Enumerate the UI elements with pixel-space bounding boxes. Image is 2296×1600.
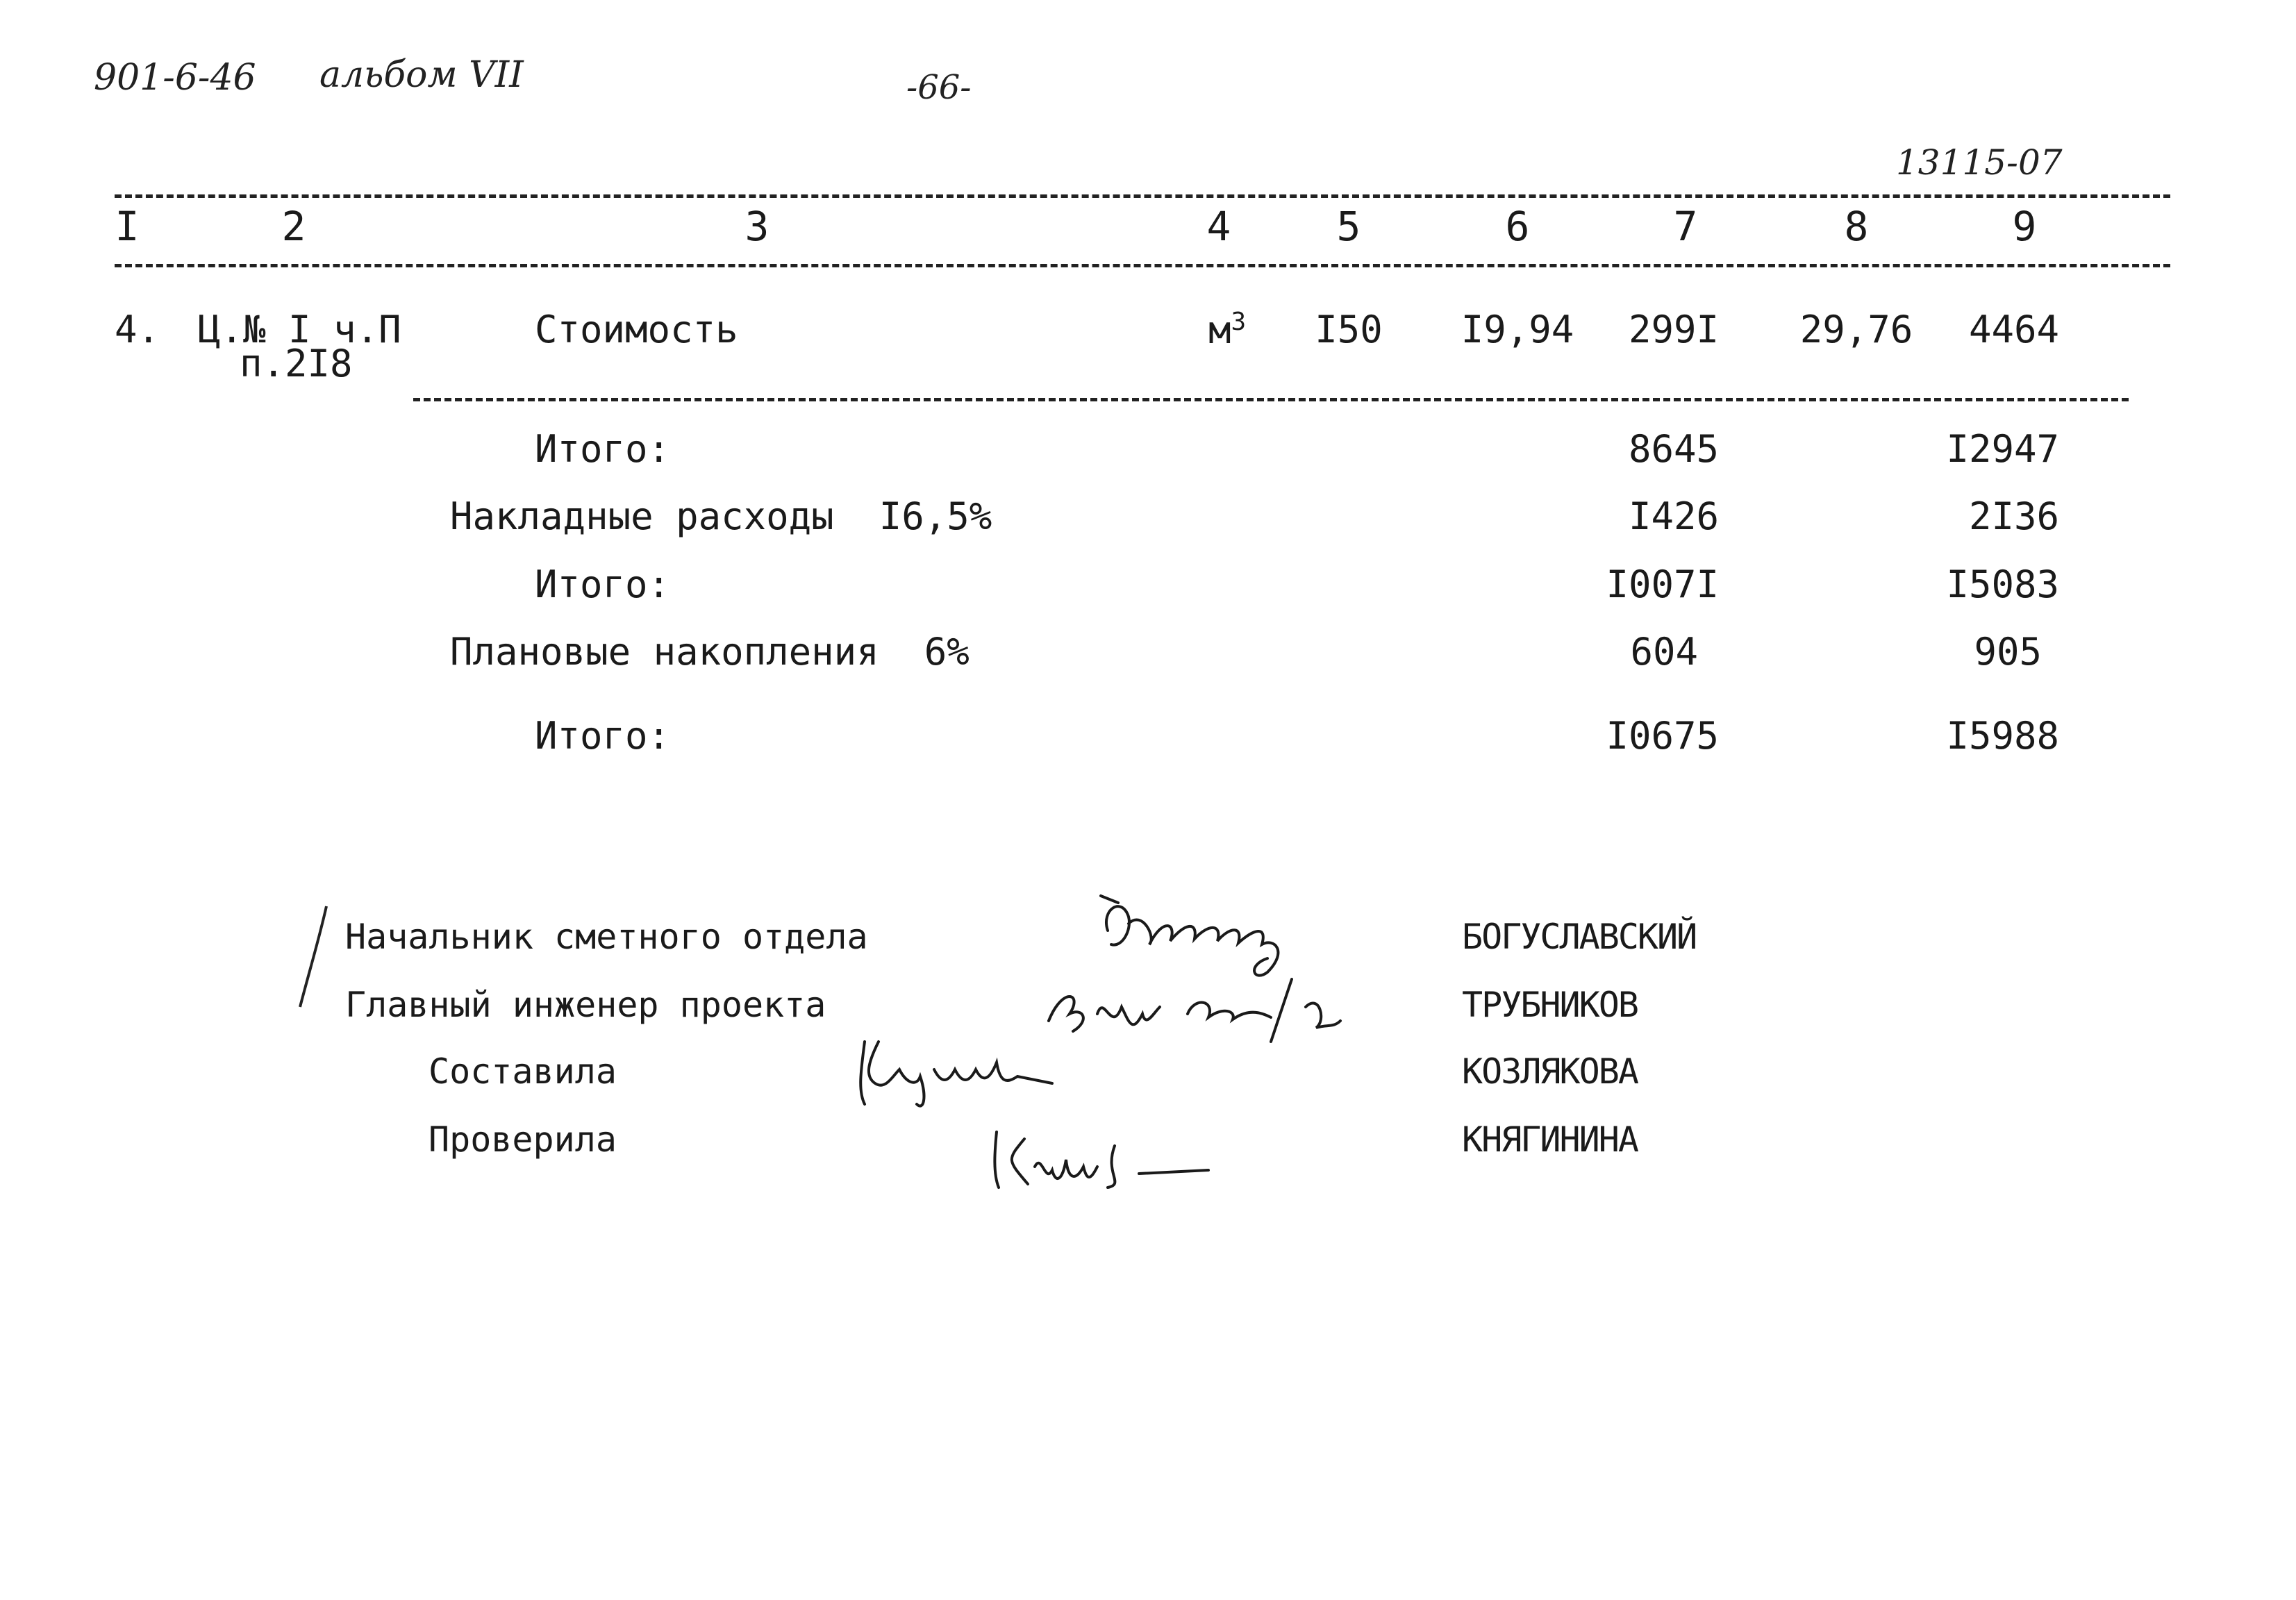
col-header-2: 2 [281, 203, 306, 250]
grand-total-col7: I0675 [1606, 714, 1719, 758]
row-number: 4. [115, 308, 160, 351]
planned-savings-label: Плановые накопления 6% [450, 630, 970, 674]
signature-4 [986, 1118, 1215, 1194]
signatory-title-4: Проверила [429, 1119, 617, 1160]
overhead-label: Накладные расходы I6,5% [450, 494, 992, 538]
col-header-9: 9 [2012, 203, 2037, 250]
row-name: Стоимость [535, 308, 738, 351]
row-ref-line2: п.2I8 [240, 342, 353, 385]
planned-savings-col9: 905 [1974, 630, 2042, 674]
total-label-2: Итого: [535, 562, 671, 606]
signatory-name-4: КНЯГИНИНА [1462, 1119, 1638, 1160]
col-header-4: 4 [1206, 203, 1231, 250]
overhead-col7: I426 [1628, 494, 1719, 538]
header-bottom-rule [115, 264, 2170, 267]
col-header-7: 7 [1673, 203, 1698, 250]
inventory-number: 13115-07 [1896, 142, 2063, 183]
row-price: I9,94 [1461, 308, 1574, 351]
row-qty: I50 [1315, 308, 1383, 351]
row-unit [1208, 308, 1246, 352]
signatory-title-1: Начальник сметного отдела [345, 917, 868, 957]
total-col7-1: 8645 [1628, 427, 1719, 471]
total-label-1: Итого: [535, 427, 671, 471]
margin-stroke [292, 903, 333, 1014]
total-col7-2: I007I [1606, 562, 1719, 606]
row-unit-base: м [1208, 308, 1231, 352]
row-ref-line1: Ц.№ I ч.П [198, 308, 401, 351]
signatory-name-3: КОЗЛЯКОВА [1462, 1051, 1638, 1092]
row-unit-sup: 3 [1231, 308, 1247, 336]
header-top-rule [115, 194, 2170, 198]
signature-2 [1042, 965, 1417, 1049]
signature-3 [851, 1028, 1066, 1118]
grand-total-label: Итого: [535, 714, 671, 758]
row-price2: 29,76 [1799, 308, 1913, 351]
col-header-5: 5 [1336, 203, 1361, 250]
signatory-title-3: Составила [429, 1051, 617, 1092]
signatory-name-1: БОГУСЛАВСКИЙ [1462, 917, 1697, 957]
signatory-title-2: Главный инженер проекта [345, 985, 826, 1025]
total-col9-2: I5083 [1946, 562, 2059, 606]
page-number: -66- [906, 68, 972, 107]
row-cost: 299I [1628, 308, 1719, 351]
overhead-col9: 2I36 [1968, 494, 2059, 538]
signatory-name-2: ТРУБНИКОВ [1462, 985, 1638, 1025]
col-header-3: 3 [744, 203, 770, 250]
col-header-8: 8 [1844, 203, 1869, 250]
planned-savings-col7: 604 [1630, 630, 1698, 674]
col-header-6: 6 [1505, 203, 1530, 250]
grand-total-col9: I5988 [1946, 714, 2059, 758]
row-bottom-rule [413, 398, 2129, 401]
col-header-1: I [115, 203, 140, 250]
total-col9-1: I2947 [1946, 427, 2059, 471]
row-cost2: 4464 [1968, 308, 2059, 351]
album-label: альбом VII [319, 54, 524, 96]
doc-code: 901-6-46 [94, 57, 256, 99]
